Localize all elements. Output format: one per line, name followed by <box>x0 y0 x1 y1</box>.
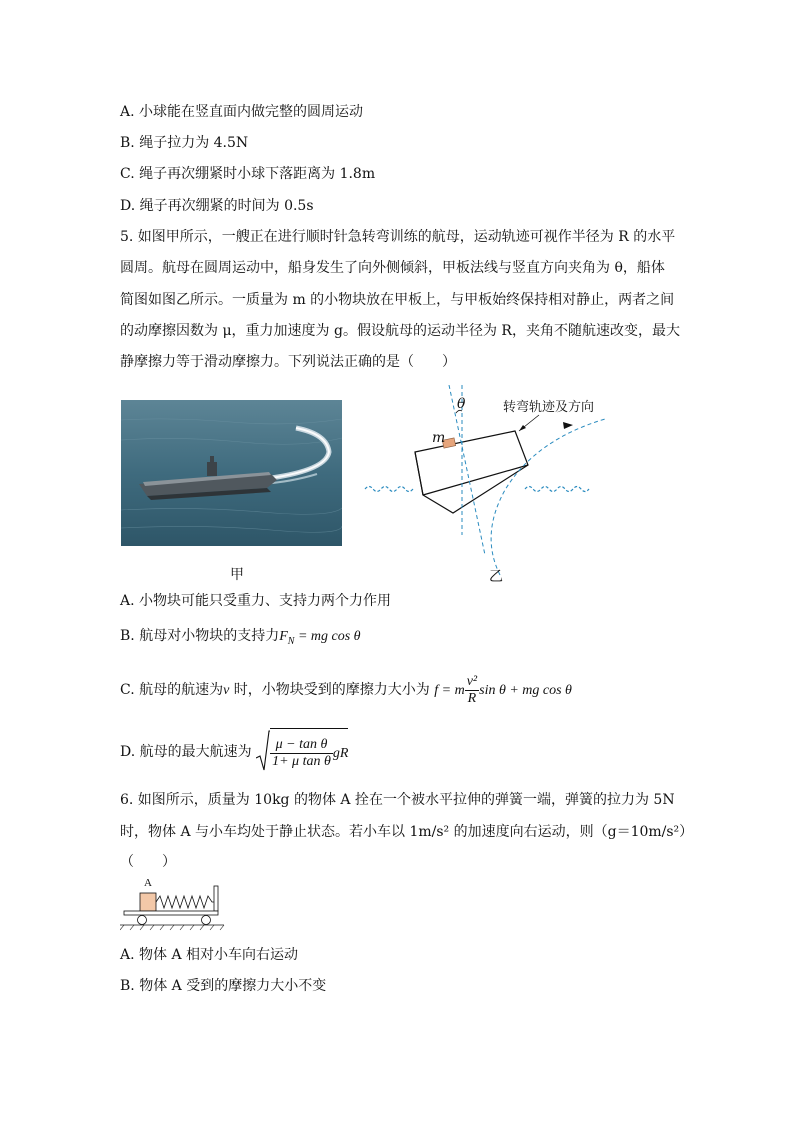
q5-stem-line-1: 5. 如图甲所示，一艘正在进行顺时针急转弯训练的航母，运动轨迹可视作半径为 R 的水平 <box>120 229 676 245</box>
q5-option-c-v: v <box>223 683 230 698</box>
q5-option-c-text2: 时，小物块受到的摩擦力大小为 <box>229 682 430 698</box>
q5-option-d <box>120 728 348 776</box>
trajectory-annotation: 转弯轨迹及方向 <box>503 400 595 415</box>
q5-option-d-den: 1+ μ tan θ <box>272 753 331 769</box>
q5-option-d-text: D. 航母的最大航速为 <box>120 744 252 760</box>
mass-label: m <box>432 430 446 446</box>
q5-option-d-num: μ − tan θ <box>270 737 333 754</box>
q4-option-a: A. 小球能在竖直面内做完整的圆周运动 <box>120 104 364 120</box>
q5-option-c-num: v² <box>466 673 478 689</box>
q5-option-b <box>120 626 361 652</box>
q5-option-d-tail: gR <box>332 746 349 761</box>
q5-option-c-text1: C. 航母的航速为 <box>120 682 224 698</box>
q4-option-c: C. 绳子再次绷紧时小球下落距离为 1.8m <box>120 166 376 182</box>
q5-option-b-formula: F <box>279 629 288 644</box>
q5-option-a: A. 小物块可能只受重力、支持力两个力作用 <box>120 593 392 609</box>
q4-option-b: B. 绳子拉力为 4.5N <box>120 135 249 151</box>
q5-option-c-rhs: sin θ + mg cos θ <box>479 683 572 698</box>
q6-stem-line-3: （ ） <box>120 854 176 870</box>
q5-option-c-lhs: f = m <box>434 683 465 698</box>
carrier-photo <box>121 400 342 546</box>
q5-option-c <box>120 670 572 711</box>
q5-stem-line-3: 简图如图乙所示。一质量为 m 的小物块放在甲板上，与甲板始终保持相对静止，两者之间 <box>120 292 675 308</box>
figure-jia-label: 甲 <box>230 567 244 583</box>
q6-stem-line-2: 时，物体 A 与小车均处于静止状态。若小车以 1m/s² 的加速度向右运动，则（g＝10m/s²） <box>120 824 694 840</box>
q5-option-b-sub: N <box>287 635 295 647</box>
q5-stem-line-5: 静摩擦力等于滑动摩擦力。下列说法正确的是（ ） <box>120 354 456 370</box>
q5-option-c-den: R <box>467 690 477 706</box>
q6-stem-line-1: 6. 如图所示，质量为 10kg 的物体 A 拴在一个被水平拉伸的弹簧一端，弹簧的拉力为 5N <box>120 792 675 808</box>
q6-option-a: A. 物体 A 相对小车向右运动 <box>120 947 299 963</box>
sqrt-expression <box>256 728 348 776</box>
q5-option-b-text: B. 航母对小物块的支持力 <box>120 628 280 644</box>
theta-label: θ <box>457 396 466 412</box>
q5-stem-line-2: 圆周。航母在圆周运动中，船身发生了向外侧倾斜，甲板法线与竖直方向夹角为 θ，船体 <box>120 260 665 276</box>
q5-stem-line-4: 的动摩擦因数为 μ，重力加速度为 g。假设航母的运动半径为 R，夹角不随航速改变，最大 <box>120 323 680 339</box>
figure-yi-label: 乙 <box>489 569 503 585</box>
cart-spring-diagram <box>120 876 230 932</box>
q6-option-b: B. 物体 A 受到的摩擦力大小不变 <box>120 978 327 994</box>
q4-option-d: D. 绳子再次绷紧的时间为 0.5s <box>120 198 314 214</box>
carrier-cross-section-diagram <box>355 385 615 585</box>
block-a-label: A <box>144 877 152 889</box>
q5-option-b-rhs: = mg cos θ <box>294 629 361 644</box>
